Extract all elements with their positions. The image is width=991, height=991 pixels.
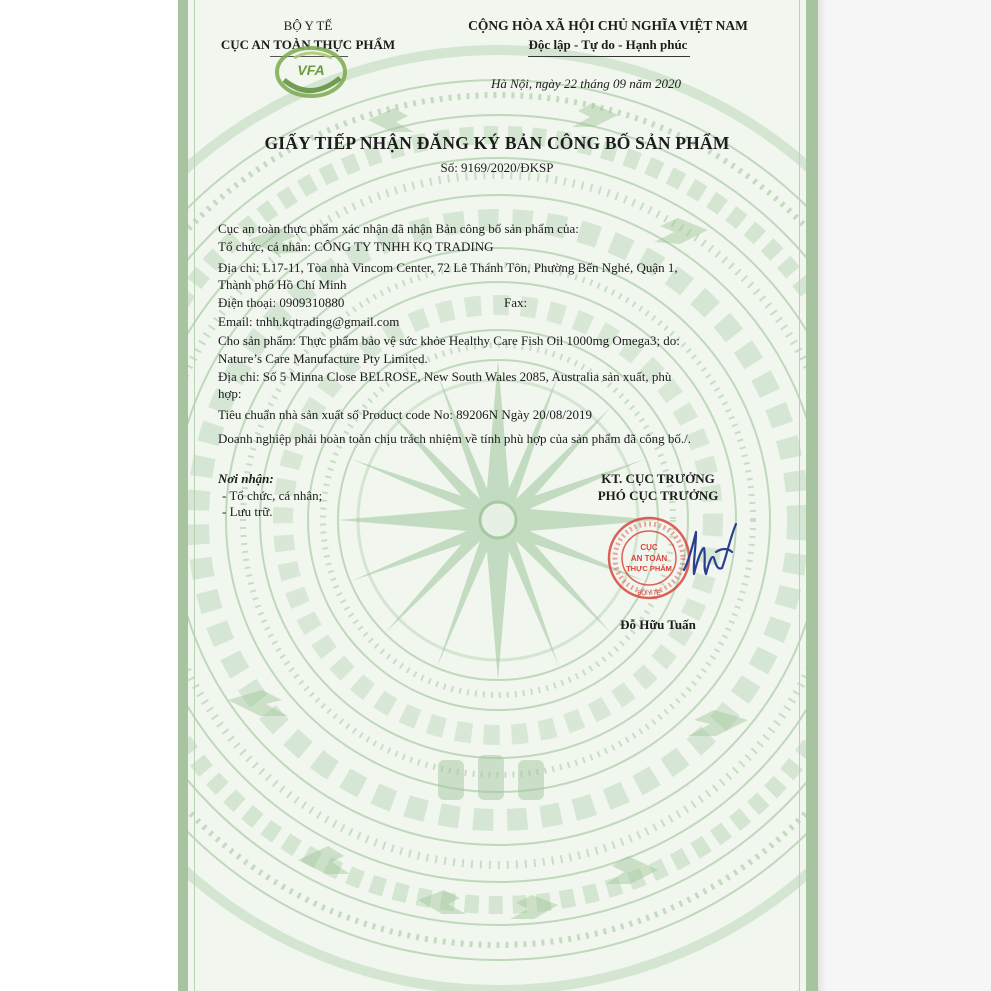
signature [676,518,746,588]
signer-name: Đỗ Hữu Tuấn [620,617,696,632]
fax-line: Fax: [504,295,528,310]
signer-title: PHÓ CỤC TRƯỞNG [597,488,719,503]
document-number: Số: 9169/2020/ĐKSP [440,160,554,175]
ministry-name: BỘ Y TẾ [283,18,333,33]
seal-text-line2: AN TOÀN [630,554,668,563]
seal-text-line3: THỰC PHẨM [626,564,672,573]
organization-line: Tổ chức, cá nhân: CÔNG TY TNHH KQ TRADING [218,239,494,254]
manufacturer-address: Địa chỉ: Số 5 Minna Close BELROSE, New South Wales 2085, Australia sản xuất, phù [218,369,672,384]
standard-line: Tiêu chuẩn nhà sản xuất số Product code No: 89206N Ngày 20/08/2019 [218,407,592,422]
organization-address-cont: Thành phố Hồ Chí Minh [218,277,347,292]
signer-role: KT. CỤC TRƯỞNG [601,471,715,486]
place-date: Hà Nội, ngày 22 tháng 09 năm 2020 [491,76,681,91]
recipient-item: - Tổ chức, cá nhân; [222,488,323,503]
manufacturer-address-cont: hợp: [218,386,242,401]
republic-name: CỘNG HÒA XÃ HỘI CHỦ NGHĨA VIỆT NAM [468,18,748,33]
organization-address: Địa chỉ: L17-11, Tòa nhà Vincom Center, 72 Lê Thánh Tôn, Phường Bến Nghé, Quận 1, [218,260,678,275]
motto-underline [528,56,690,57]
manufacturer-line: Nature’s Care Manufacture Pty Limited. [218,351,428,366]
viewer-background [818,0,991,991]
national-motto: Độc lập - Tự do - Hạnh phúc [528,37,688,52]
document-title: GIẤY TIẾP NHẬN ĐĂNG KÝ BẢN CÔNG BỐ SẢN PHẨM [264,133,730,153]
seal-ring-text: BỘ Y TẾ [637,591,661,597]
department-name: CỤC AN TOÀN THỰC PHẨM [220,37,396,52]
product-line: Cho sản phẩm: Thực phẩm bảo vệ sức khỏe Healthy Care Fish Oil 1000mg Omega3; do: [218,333,680,348]
vfa-logo-text: VFA [297,62,325,78]
responsibility-line: Doanh nghiệp phải hoàn toàn chịu trách nhiệm về tính phù hợp của sản phẩm đã công bố./. [218,431,691,446]
phone-line: Điện thoại: 0909310880 [218,295,345,310]
seal-text-line1: CỤC [640,543,658,552]
body-intro: Cục an toàn thực phẩm xác nhận đã nhận Bản công bố sản phẩm của: [218,221,579,236]
email-line: Email: tnhh.kqtrading@gmail.com [218,314,400,329]
recipients-heading: Nơi nhận: [218,471,274,486]
certificate-document [178,0,818,991]
vfa-logo [274,44,348,100]
recipient-item: - Lưu trữ. [222,504,273,519]
